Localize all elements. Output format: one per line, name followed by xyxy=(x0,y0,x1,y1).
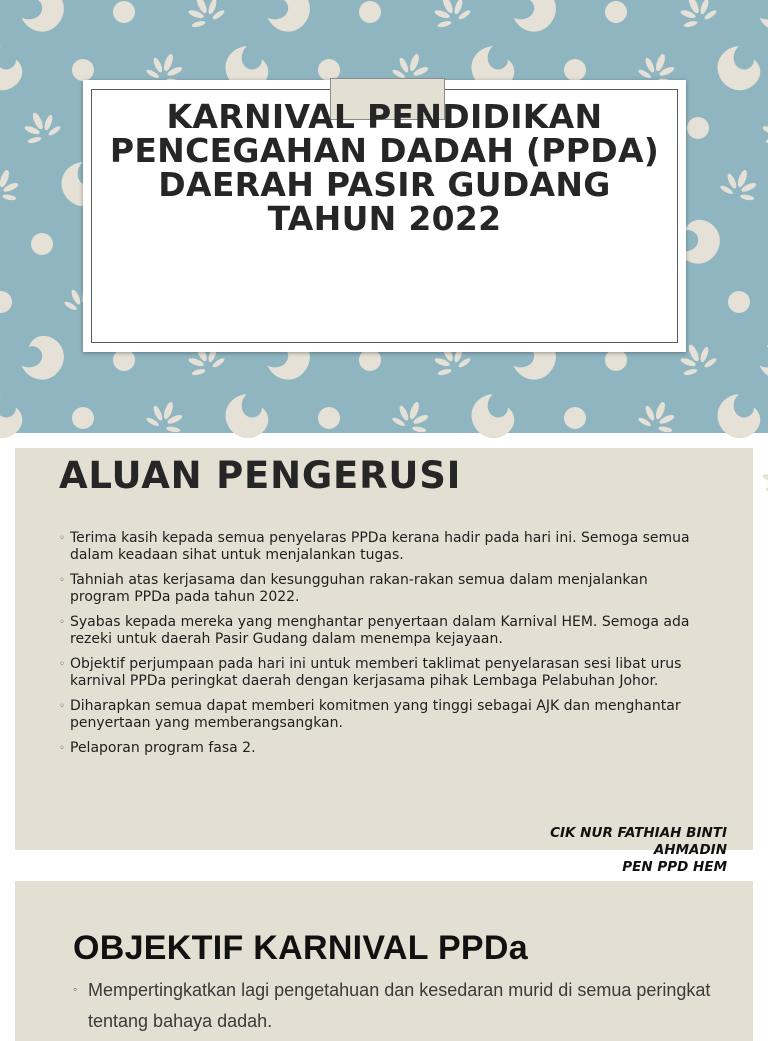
dot-motif-icon xyxy=(564,59,586,81)
signature-line: PEN PPD HEM xyxy=(622,859,727,875)
list-item-text: Pelaporan program fasa 2. xyxy=(70,740,256,756)
dot-motif-icon xyxy=(359,349,381,371)
signature-block xyxy=(487,825,727,876)
objectives-slide xyxy=(15,881,753,1041)
dot-motif-icon xyxy=(113,1,135,23)
paisley-motif-icon xyxy=(754,330,768,387)
paisley-motif-icon xyxy=(16,0,71,39)
list-item-text: Tahniah atas kerjasama dan kesungguhan rakan-rakan semua dalam menjalankan xyxy=(70,572,648,588)
title-card xyxy=(83,80,686,352)
leaf-motif-icon xyxy=(673,0,718,31)
paisley-motif-icon xyxy=(709,40,767,99)
paisley-motif-icon xyxy=(0,388,29,447)
list-item-text: Diharapkan semua dapat memberi komitmen yang tinggi sebagai AJK dan menghantar xyxy=(70,698,681,714)
signature-line: CIK NUR FATHIAH BINTI xyxy=(550,825,727,841)
leaf-motif-icon xyxy=(390,396,434,435)
slide-title-line: PENCEGAHAN DADAH (PPDA) xyxy=(109,131,660,170)
paisley-motif-icon xyxy=(508,0,563,39)
ring-bullet-icon: ◦ xyxy=(59,575,65,586)
ring-bullet-icon: ◦ xyxy=(73,982,78,996)
slide-title-line: TAHUN 2022 xyxy=(267,199,502,238)
paisley-motif-icon xyxy=(754,0,768,39)
signature-line: AHMADIN xyxy=(653,842,727,858)
speech-bullet-list xyxy=(59,530,719,765)
slide-title-line: KARNIVAL PENDIDIKAN xyxy=(166,97,603,136)
leaf-motif-icon xyxy=(144,396,188,435)
paisley-motif-icon xyxy=(463,388,521,447)
list-item-text: dalam keadaan sihat untuk menjalankan tugas. xyxy=(70,547,404,563)
ring-bullet-icon: ◦ xyxy=(59,701,65,712)
dot-motif-icon xyxy=(728,291,750,313)
leaf-motif-icon xyxy=(181,0,226,31)
dot-motif-icon xyxy=(0,291,12,313)
dot-motif-icon xyxy=(72,59,94,81)
list-item-text: karnival PPDa peringkat daerah dengan kerjasama pihak Lembaga Pelabuhan Johor. xyxy=(70,673,659,689)
leaf-motif-icon xyxy=(636,396,680,435)
list-item xyxy=(59,572,719,606)
ring-bullet-icon: ◦ xyxy=(59,659,65,670)
paisley-motif-icon xyxy=(0,40,29,99)
list-item xyxy=(59,656,719,690)
slide-title-line: DAERAH PASIR GUDANG xyxy=(158,165,611,204)
list-item-text: Syabas kepada mereka yang menghantar penyertaan dalam Karnival HEM. Semoga ada xyxy=(70,614,690,630)
list-item-text: program PPDa pada tahun 2022. xyxy=(70,589,300,605)
leaf-motif-icon xyxy=(0,164,25,203)
ring-bullet-icon: ◦ xyxy=(59,743,65,754)
title-slide xyxy=(0,0,768,433)
dot-motif-icon xyxy=(564,407,586,429)
slide-heading: ALUAN PENGERUSI xyxy=(59,454,462,497)
leaf-motif-icon xyxy=(427,0,472,31)
dot-motif-icon xyxy=(359,1,381,23)
list-item-text: Objektif perjumpaan pada hari ini untuk memberi taklimat penyelarasan sesi libat urus xyxy=(70,656,682,672)
dot-motif-icon xyxy=(605,349,627,371)
list-item-text: Mempertingkatkan lagi pengetahuan dan kesedaran murid di semua peringkat xyxy=(88,980,711,1000)
chairman-speech-slide xyxy=(15,448,753,875)
list-item xyxy=(59,530,719,564)
list-item-text: tentang bahaya dadah. xyxy=(88,1011,273,1031)
list-item xyxy=(59,698,719,732)
dot-motif-icon xyxy=(687,117,709,139)
leaf-motif-icon xyxy=(755,105,768,146)
dot-motif-icon xyxy=(318,407,340,429)
list-item-text: Terima kasih kepada semua penyelaras PPDa kerana hadir pada hari ini. Semoga semua xyxy=(70,530,690,546)
list-item xyxy=(73,975,723,1037)
objectives-bullet-list xyxy=(73,975,723,1037)
ring-bullet-icon: ◦ xyxy=(59,533,65,544)
paisley-motif-icon xyxy=(16,330,71,387)
paisley-motif-icon xyxy=(217,388,275,447)
slide-title xyxy=(83,97,686,238)
list-item xyxy=(59,614,719,648)
slide-heading: OBJEKTIF KARNIVAL PPDa xyxy=(73,929,528,967)
paisley-motif-icon xyxy=(709,388,767,447)
leaf-motif-icon xyxy=(17,105,62,146)
dot-motif-icon xyxy=(31,233,53,255)
ring-bullet-icon: ◦ xyxy=(59,617,65,628)
leaf-motif-icon xyxy=(718,164,762,203)
list-item xyxy=(59,740,719,757)
list-item-text: penyertaan yang memberangsangkan. xyxy=(70,715,343,731)
paisley-motif-icon xyxy=(262,0,317,39)
dot-motif-icon xyxy=(72,407,94,429)
dot-motif-icon xyxy=(113,349,135,371)
list-item-text: rezeki untuk daerah Pasir Gudang dalam menempa kejayaan. xyxy=(70,631,503,647)
leaf-motif-icon xyxy=(755,453,768,494)
dot-motif-icon xyxy=(605,1,627,23)
